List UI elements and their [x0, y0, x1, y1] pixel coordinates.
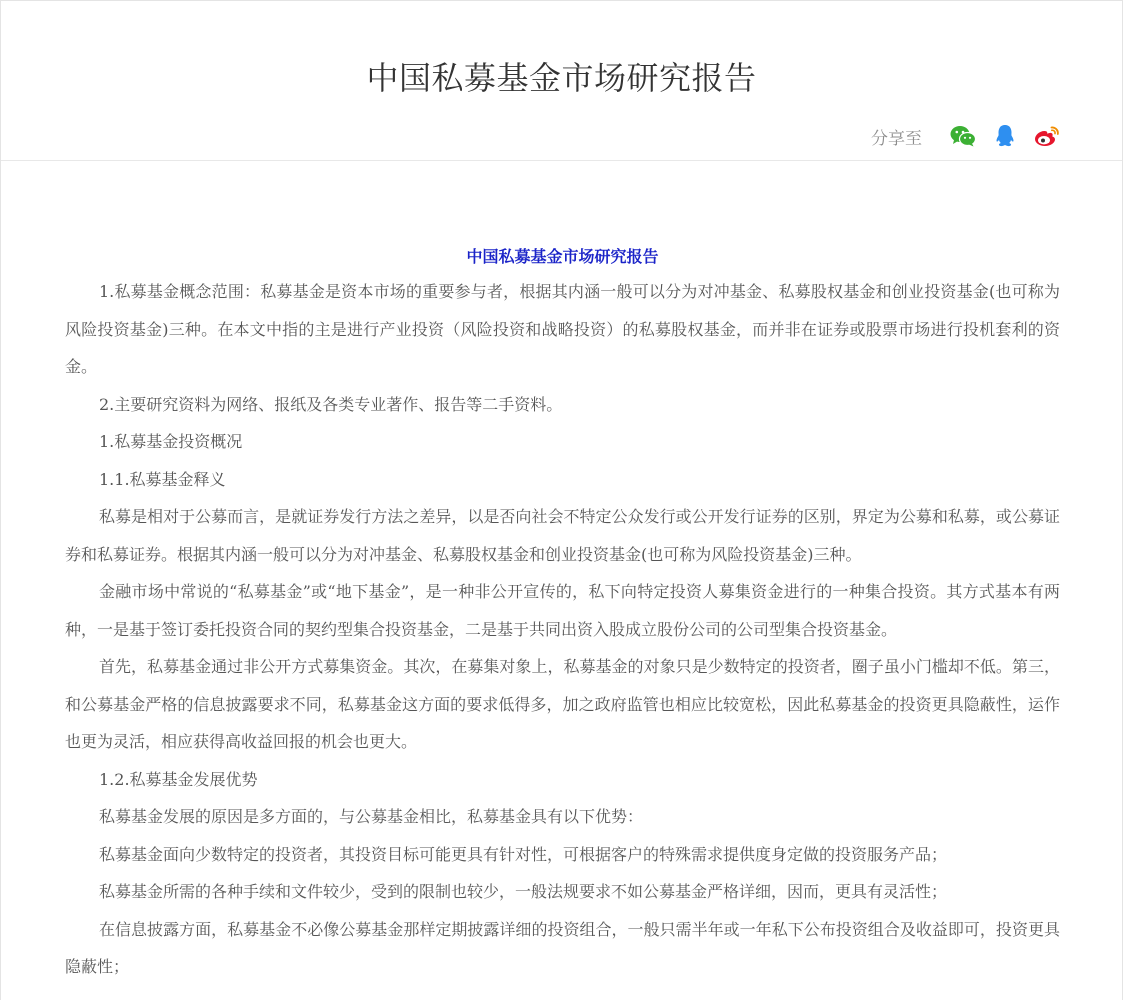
- qq-icon[interactable]: [990, 121, 1020, 151]
- paragraph: 私募基金发展的原因是多方面的，与公募基金相比，私募基金具有以下优势：: [99, 807, 644, 826]
- paragraph: 在信息披露方面，私募基金不必像公募基金那样定期披露详细的投资组合，一般只需半年或一年私下公布投资组合及收益即可，投资更具隐蔽性；: [65, 919, 1060, 976]
- section-heading: 1.私募基金投资概况: [99, 432, 243, 451]
- subsection-heading: 1.1.私募基金释义: [99, 469, 226, 489]
- page-title: 中国私募基金市场研究报告: [366, 59, 757, 97]
- paragraph: 私募基金所需的各种手续和文件较少，受到的限制也较少，一般法规要求不如公募基金严格详细，因而，更具有灵活性；: [99, 882, 948, 901]
- article-title: 中国私募基金市场研究报告: [466, 247, 659, 266]
- wechat-icon[interactable]: [948, 121, 978, 151]
- subsection-heading: 1.2.私募基金发展优势: [99, 769, 258, 789]
- article-body: [65, 241, 1060, 986]
- share-bar: [871, 119, 1062, 153]
- share-label: 分享至: [871, 128, 922, 149]
- weibo-icon[interactable]: [1032, 121, 1062, 151]
- paragraph: 私募基金面向少数特定的投资者，其投资目标可能更具有针对性，可根据客户的特殊需求提供度身定做的投资服务产品；: [99, 844, 948, 864]
- page-header: [1, 1, 1122, 161]
- paragraph: 2.主要研究资料为网络、报纸及各类专业著作、报告等二手资料。: [99, 394, 563, 414]
- paragraph: 首先，私募基金通过非公开方式募集资金。其次，在募集对象上，私募基金的对象只是少数特定的投资者，圈子虽小门槛却不低。第三，和公募基金严格的信息披露要求不同，私募基金这方面的要求低得多，加之政府监管也相应比较宽松，因此私募基金的投资更具隐蔽性，运作也更为灵活，相应获得高收益回报的机会也更大。: [65, 657, 1060, 751]
- paragraph: 1.私募基金概念范围：私募基金是资本市场的重要参与者，根据其内涵一般可以分为对冲基金、私募股权基金和创业投资基金(也可称为风险投资基金)三种。在本文中指的主是进行产业投资（风险投资和战略投资）的私募股权基金，而并非在证券或股票市场进行投机套利的资金。: [65, 282, 1060, 376]
- paragraph: 私募是相对于公募而言，是就证券发行方法之差异，以是否向社会不特定公众发行或公开发行证券的区别，界定为公募和私募，或公募证券和私募证券。根据其内涵一般可以分为对冲基金、私募股权基金和创业投资基金(也可称为风险投资基金)三种。: [65, 507, 1060, 564]
- paragraph: 金融市场中常说的“私募基金”或“地下基金”，是一种非公开宣传的，私下向特定投资人募集资金进行的一种集合投资。其方式基本有两种，一是基于签订委托投资合同的契约型集合投资基金，二是基于共同出资入股成立股份公司的公司型集合投资基金。: [65, 582, 1060, 639]
